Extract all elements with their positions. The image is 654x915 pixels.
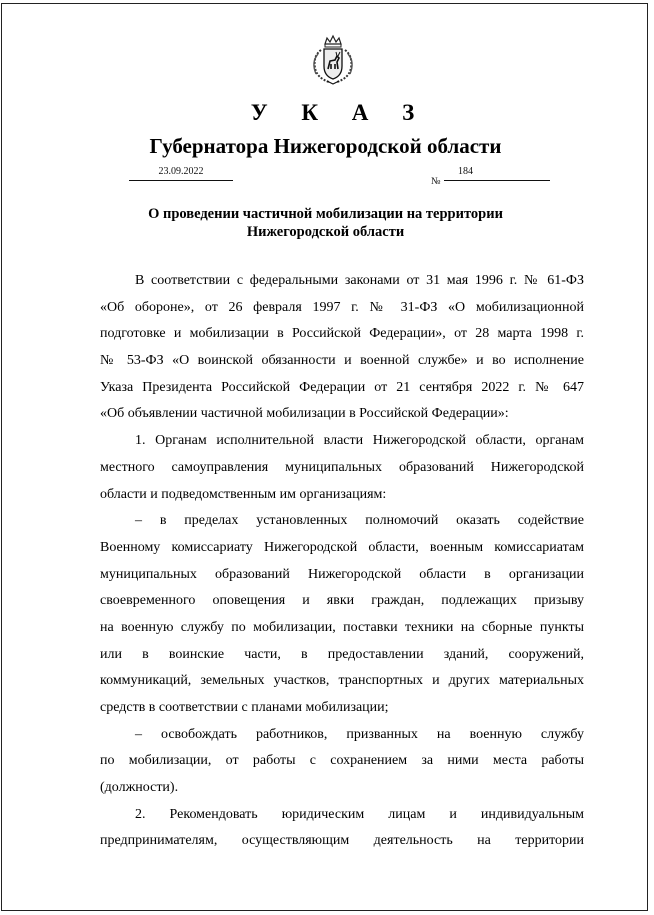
body-line: местного самоуправления муниципальных образований Нижегородской <box>100 459 584 475</box>
paragraph-subitem-assist <box>100 508 584 722</box>
body-line: области и подведомственным им организациям: <box>100 486 387 502</box>
body-line: предпринимателям, осуществляющим деятельность на территории <box>100 833 584 849</box>
document-page-frame <box>1 3 648 911</box>
decree-title: У К А З <box>250 100 429 125</box>
body-line: 2. Рекомендовать юридическим лицам и индивидуальным <box>135 806 584 822</box>
coat-of-arms-icon <box>307 34 359 86</box>
body-line: средств в соответствии с планами мобилизации; <box>100 700 389 715</box>
body-line: Указа Президента Российской Федерации от 21 сентября 2022 г. № 647 <box>100 379 584 395</box>
number-label: № <box>431 176 441 187</box>
body-line: (должности). <box>100 780 179 796</box>
paragraph-item-2 <box>100 802 584 855</box>
heading-line: Нижегородской области <box>246 224 405 240</box>
body-line: Военному комиссариату Нижегородской области, военным комиссариатам <box>100 539 584 555</box>
body-line: «Об объявлении частичной мобилизации в Российской Федерации»: <box>100 406 509 422</box>
body-line: своевременного оповещения и явки граждан, подлежащих призыву <box>100 593 584 609</box>
issuer-title: Губернатора Нижегородской области <box>149 134 502 158</box>
paragraph-subitem-release <box>100 722 584 802</box>
body-line: 1. Органам исполнительной власти Нижегородской области, органам <box>135 433 584 449</box>
paragraph-item-1 <box>100 428 584 508</box>
heading-line: О проведении частичной мобилизации на территории <box>148 206 503 222</box>
decree-number: 184 <box>444 166 550 181</box>
body-line: – в пределах установленных полномочий оказать содействие <box>135 513 584 529</box>
body-line: В соответствии с федеральными законами от 31 мая 1996 г. № 61-ФЗ <box>135 273 584 288</box>
decree-date: 23.09.2022 <box>129 166 233 181</box>
body-line: № 53-ФЗ «О воинской обязанности и военной службе» и во исполнение <box>100 353 584 369</box>
document-page <box>2 4 649 912</box>
body-line: коммуникаций, земельных участков, транспортных и других материальных <box>100 673 584 689</box>
body-line: муниципальных образований Нижегородской области в организации <box>100 566 584 582</box>
body-line: на военную службу по мобилизации, поставки техники на сборные пункты <box>100 619 584 635</box>
body-line: по мобилизации, от работы с сохранением за ними места работы <box>100 753 584 769</box>
body-line: «Об обороне», от 26 февраля 1997 г. № 31-ФЗ «О мобилизационной <box>100 299 584 315</box>
body-line: – освобождать работников, призванных на военную службу <box>135 726 584 742</box>
body-line: подготовке и мобилизации в Российской Федерации», от 28 марта 1998 г. <box>100 326 584 342</box>
decree-heading <box>2 205 649 241</box>
paragraph-preamble <box>100 268 584 428</box>
body-line: или в воинские части, в предоставлении зданий, сооружений, <box>100 646 584 662</box>
decree-body <box>100 268 584 855</box>
